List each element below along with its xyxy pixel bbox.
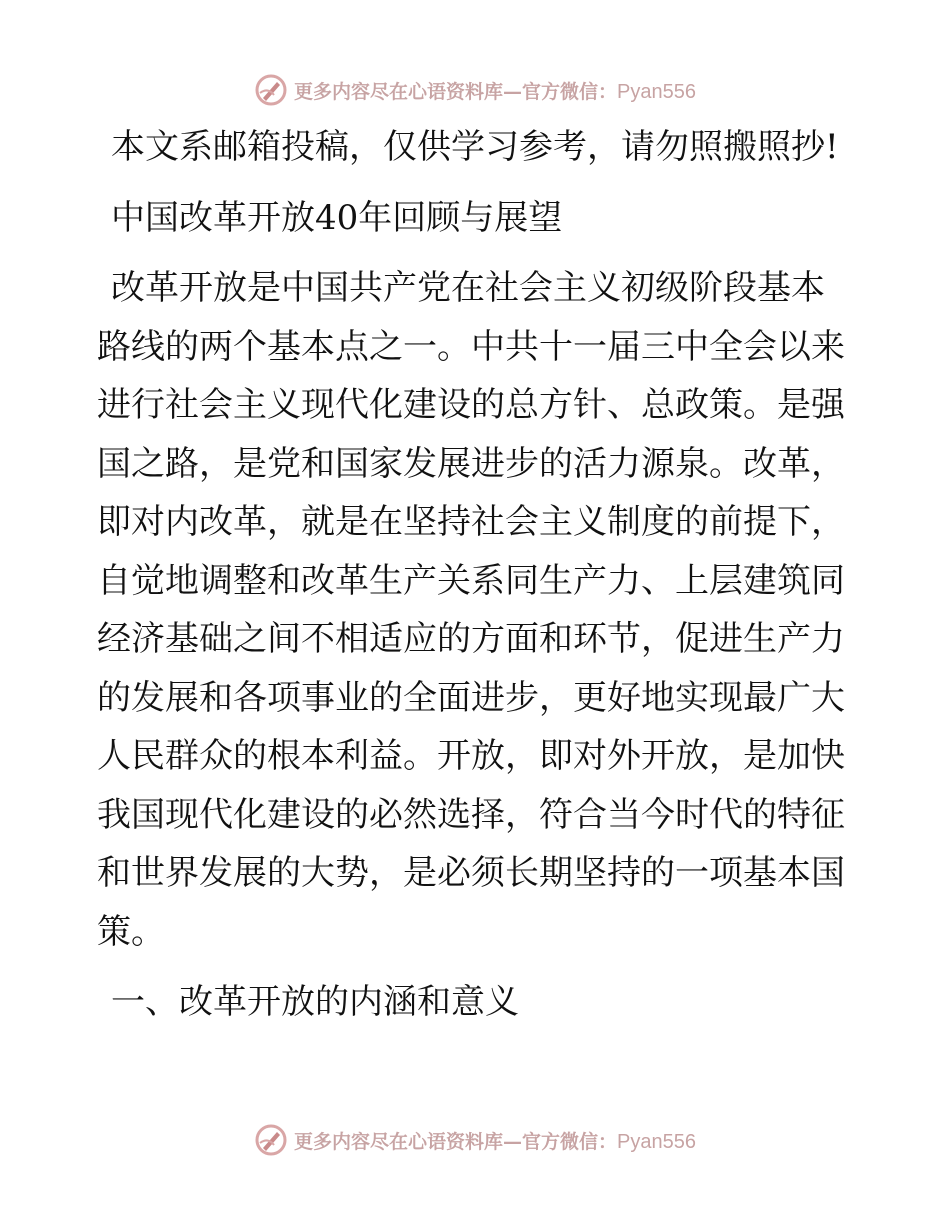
section-heading: 一、改革开放的内涵和意义 bbox=[111, 982, 519, 1022]
watermark-text: 更多内容尽在心语资料库—官方微信：Pyan556 bbox=[294, 1130, 696, 1153]
document-body bbox=[97, 118, 857, 1032]
watermark-text: 更多内容尽在心语资料库—官方微信：Pyan556 bbox=[294, 80, 696, 103]
header-watermark bbox=[0, 70, 950, 110]
notice-paragraph: 本文系邮箱投稿，仅供学习参考，请勿照搬照抄! bbox=[111, 127, 839, 167]
footer-watermark bbox=[0, 1120, 950, 1160]
body-paragraph: 改革开放是中国共产党在社会主义初级阶段基本路线的两个基本点之一。中共十一届三中全会以来进行社会主义现代化建设的总方针、总政策。是强国之路，是党和国家发展进步的活力源泉。改革，即对内改革，就是在坚持社会主义制度的前提下，自觉地调整和改革生产关系同生产力、上层建筑同经济基础之间不相适应的方面和环节，促进生产力的发展和各项事业的全面进步，更好地实现最广大人民群众的根本利益。开放，即对外开放，是加快我国现代化建设的必然选择，符合当今时代的特征和世界发展的大势，是必须长期坚持的一项基本国策。 bbox=[97, 268, 845, 952]
watermark-contact: Pyan556 bbox=[617, 1130, 696, 1153]
pen-logo-icon bbox=[254, 73, 288, 107]
pen-logo-icon bbox=[254, 1123, 288, 1157]
document-title: 中国改革开放40年回顾与展望 bbox=[111, 197, 563, 238]
watermark-contact: Pyan556 bbox=[617, 80, 696, 103]
